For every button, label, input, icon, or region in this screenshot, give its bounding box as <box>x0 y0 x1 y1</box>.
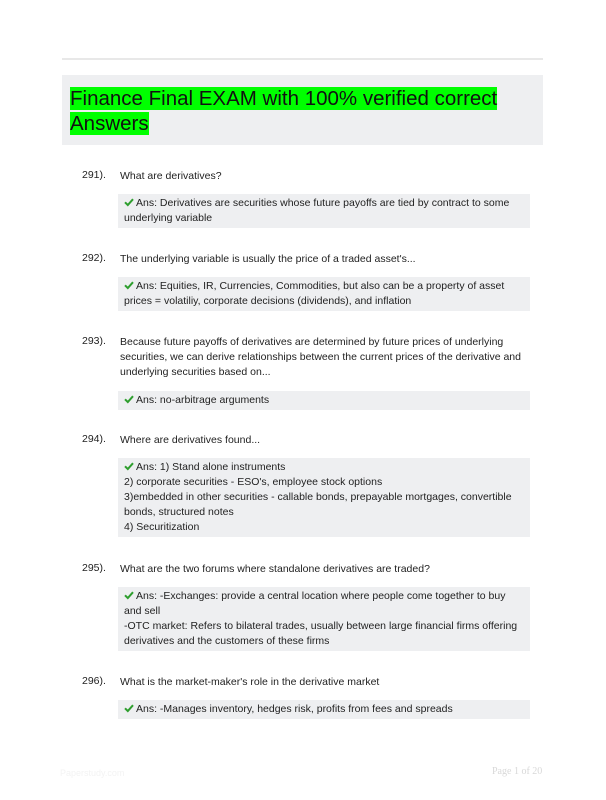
question-number: 291). <box>82 169 106 181</box>
answer-line: Ans: -Exchanges: provide a central location where people come together to buy and sell <box>124 590 506 617</box>
question-text: What are derivatives? <box>120 170 222 182</box>
check-icon <box>124 197 134 207</box>
answer-box <box>118 194 530 228</box>
answer-line: Ans: no-arbitrage arguments <box>124 393 520 408</box>
check-icon <box>124 280 134 290</box>
question-text: Where are derivatives found... <box>120 434 261 446</box>
document-title: Finance Final EXAM with 100% verified correct Answers <box>70 87 498 135</box>
answer-line: -OTC market: Refers to bilateral trades, usually between large financial firms offering derivatives and the customers of these firms <box>124 620 518 647</box>
question-number: 295). <box>82 562 106 574</box>
question-number: 294). <box>82 433 106 445</box>
check-icon <box>124 590 134 600</box>
answer-line: Ans: Derivatives are securities whose future payoffs are tied by contract to some underlying variable <box>124 197 510 224</box>
answer-line: 4) Securitization <box>124 521 200 533</box>
question-text: The underlying variable is usually the price of a traded asset's... <box>120 253 416 265</box>
answer-line: 3)embedded in other securities - callable bonds, prepayable mortgages, convertible bonds, structured notes <box>124 491 512 518</box>
top-divider <box>62 58 543 60</box>
question-number: 292). <box>82 252 106 264</box>
check-icon <box>124 703 134 713</box>
answer-box <box>118 391 530 410</box>
question-text: Because future payoffs of derivatives are determined by future prices of underlying securities, we can derive relationships between the current prices of the derivative and underlying securities based on... <box>120 336 521 378</box>
answer-box <box>118 458 530 537</box>
title-banner <box>62 75 543 145</box>
answer-line: Ans: 1) Stand alone instruments <box>124 460 520 475</box>
answer-line: Ans: -Manages inventory, hedges risk, profits from fees and spreads <box>124 702 520 717</box>
check-icon <box>124 461 134 471</box>
answer-line: Ans: Equities, IR, Currencies, Commodities, but also can be a property of asset prices = volatiliy, corporate decisions (dividends), and inflation <box>124 280 505 307</box>
answer-box <box>118 277 530 311</box>
answer-line: 2) corporate securities - ESO's, employee stock options <box>124 476 383 488</box>
question-text: What is the market-maker's role in the derivative market <box>120 676 380 688</box>
answer-box <box>118 587 530 651</box>
question-number: 296). <box>82 675 106 687</box>
check-icon <box>124 394 134 404</box>
page-number: Page 1 of 20 <box>492 766 543 777</box>
question-text: What are the two forums where standalone derivatives are traded? <box>120 563 430 575</box>
answer-box <box>118 700 530 719</box>
footer-site: Paperstudy.com <box>60 768 125 778</box>
question-number: 293). <box>82 335 106 347</box>
